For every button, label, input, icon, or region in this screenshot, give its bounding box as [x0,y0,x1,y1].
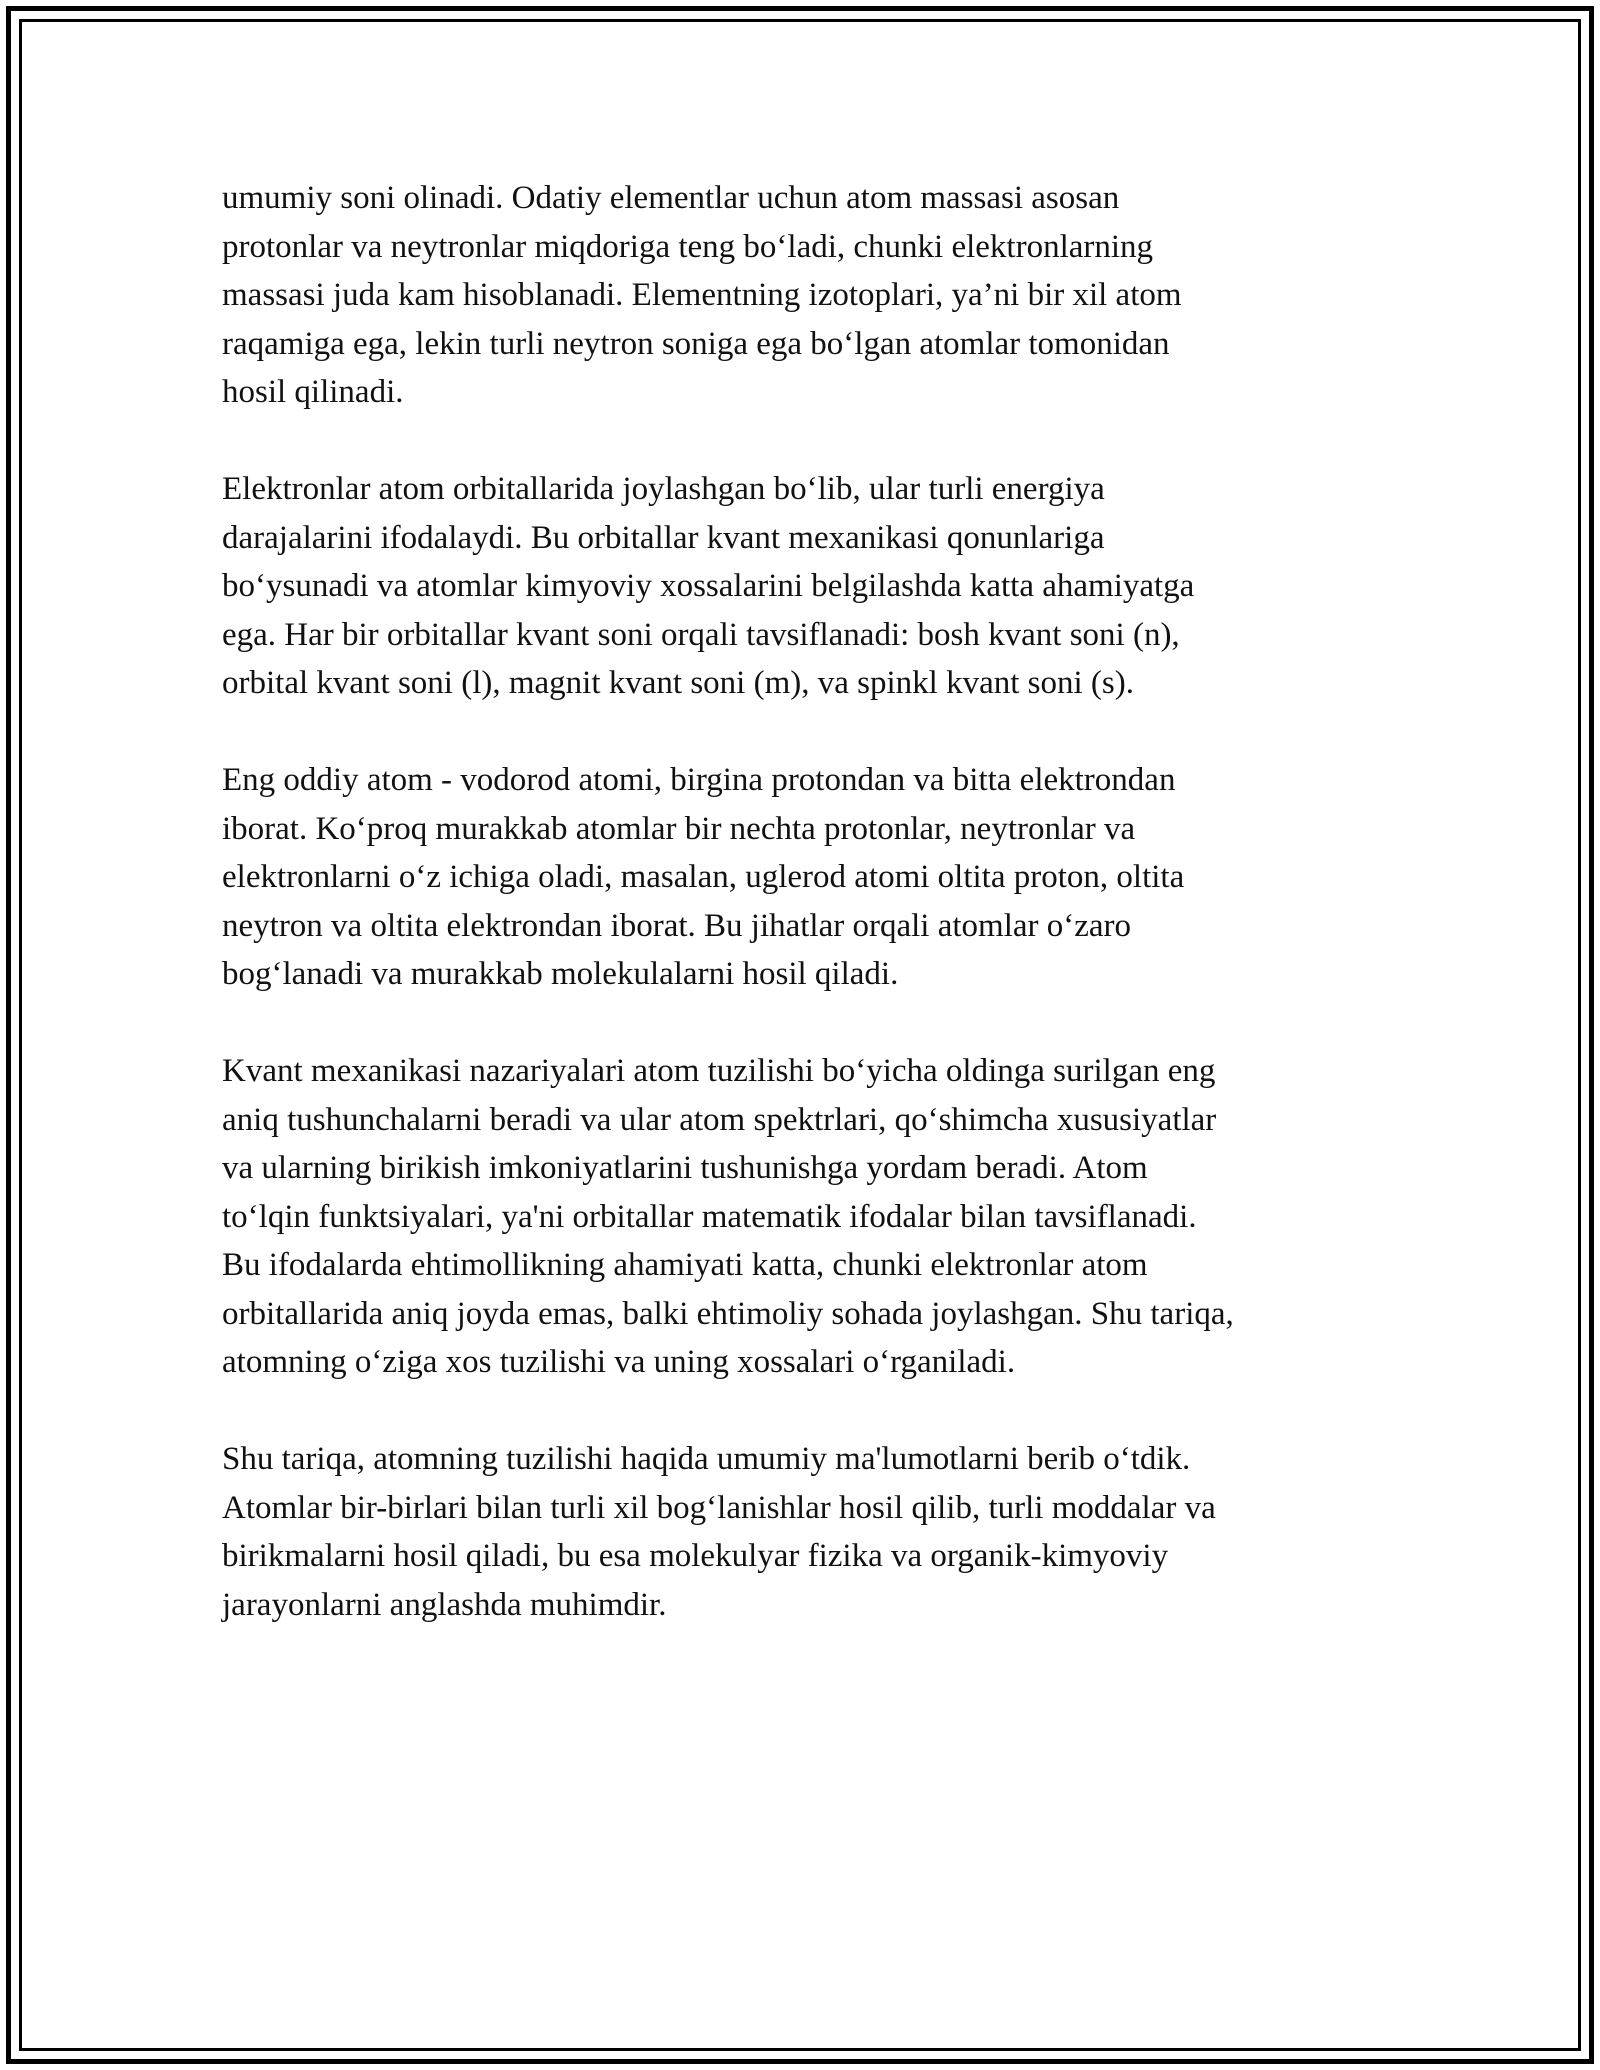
text-line: raqamiga ega, lekin turli neytron soniga ega bo‘lgan atomlar tomonidan [222,325,1170,362]
text-line: orbitallarida aniq joyda emas, balki ehtimoliy sohada joylashgan. Shu tariqa, [222,1295,1234,1332]
paragraph-simplest-atom [222,756,1382,999]
paragraph-orbitals [222,465,1382,708]
text-line: ega. Har bir orbitallar kvant soni orqali tavsiflanadi: bosh kvant soni (n), [222,616,1180,653]
text-line: to‘lqin funktsiyalari, ya'ni orbitallar matematik ifodalar bilan tavsiflanadi. [222,1198,1197,1235]
text-line: va ularning birikish imkoniyatlarini tushunishga yordam beradi. Atom [222,1150,1148,1186]
text-line: darajalarini ifodalaydi. Bu orbitallar kvant mexanikasi qonunlariga [222,519,1105,556]
paragraph-quantum-mechanics [222,1047,1382,1387]
text-line: protonlar va neytronlar miqdoriga teng bo‘ladi, chunki elektronlarning [222,228,1154,265]
text-line: elektronlarni o‘z ichiga oladi, masalan, uglerod atomi oltita proton, oltita [222,859,1185,895]
text-line: Atomlar bir-birlari bilan turli xil bog‘lanishlar hosil qilib, turli moddalar va [222,1489,1216,1526]
text-line: hosil qilinadi. [222,374,404,410]
text-line: jarayonlarni anglashda muhimdir. [222,1586,667,1623]
text-line: bo‘ysunadi va atomlar kimyoviy xossalarini belgilashda katta ahamiyatga [222,568,1195,604]
text-line: Bu ifodalarda ehtimollikning ahamiyati katta, chunki elektronlar atom [222,1247,1148,1283]
text-line: atomning o‘ziga xos tuzilishi va uning xossalari o‘rganiladi. [222,1344,1016,1380]
text-line: Eng oddiy atom - vodorod atomi, birgina protondan va bitta elektrondan [222,762,1176,798]
paragraph-conclusion [222,1435,1382,1629]
text-line: neytron va oltita elektrondan iborat. Bu jihatlar orqali atomlar o‘zaro [222,907,1132,944]
text-line: massasi juda kam hisoblanadi. Elementning izotoplari, ya’ni bir xil atom [222,277,1182,313]
text-line: Shu tariqa, atomning tuzilishi haqida umumiy ma'lumotlarni berib o‘tdik. [222,1441,1191,1477]
text-line: orbital kvant soni (l), magnit kvant soni (m), va spinkl kvant soni (s). [222,665,1134,701]
text-line: aniq tushunchalarni beradi va ular atom spektrlari, qo‘shimcha xususiyatlar [222,1101,1217,1138]
text-line: iborat. Ko‘proq murakkab atomlar bir nechta protonlar, neytronlar va [222,810,1136,847]
text-line: Kvant mexanikasi nazariyalari atom tuzilishi bo‘yicha oldinga surilgan eng [222,1053,1216,1089]
text-line: birikmalarni hosil qiladi, bu esa molekulyar fizika va organik-kimyoviy [222,1538,1169,1574]
text-line: umumiy soni olinadi. Odatiy elementlar uchun atom massasi asosan [222,180,1120,216]
document-body [222,174,1382,1678]
paragraph-atomic-mass [222,174,1382,417]
text-line: Elektronlar atom orbitallarida joylashgan bo‘lib, ular turli energiya [222,471,1105,507]
text-line: bog‘lanadi va murakkab molekulalarni hosil qiladi. [222,956,899,992]
